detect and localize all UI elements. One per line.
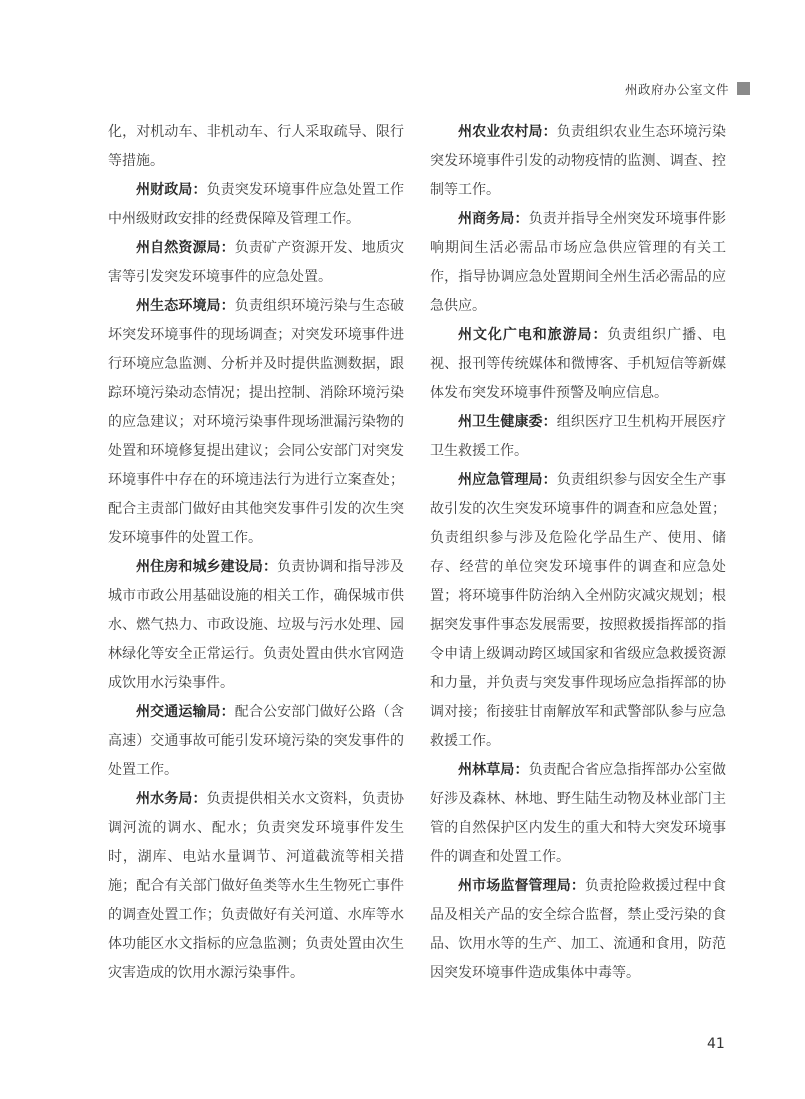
department-name: 州林草局： xyxy=(458,762,529,778)
paragraph xyxy=(108,698,404,785)
department-name: 州财政局： xyxy=(136,182,207,198)
paragraph-text: 负责组织参与因安全生产事故引发的次生突发环境事件的调查和应急处置；负责组织参与涉及危险化学品生产、使用、储存、经营的单位突发环境事件的调查和应急处置；将环境事件防治纳入全州防灾减灾规划；根据突发事件事态发展需要，按照救援指挥部的指令申请上级调动跨区域国家和省级应急救援资源和力量，并负责与突发事件现场应急指挥部的协调对接；衔接驻甘南解放军和武警部队参与应急救援工作。 xyxy=(430,472,727,749)
paragraph xyxy=(430,321,726,408)
header-square-mark xyxy=(737,82,750,95)
department-name: 州商务局： xyxy=(458,211,529,227)
page-number: 41 xyxy=(707,1036,725,1052)
paragraph-text: 化，对机动车、非机动车、行人采取疏导、限行等措施。 xyxy=(108,124,404,169)
paragraph-text: 负责矿产资源开发、地质灾害等引发突发环境事件的应急处置。 xyxy=(108,240,405,285)
paragraph-text: 负责并指导全州突发环境事件影响期间生活必需品市场应急供应管理的有关工作，指导协调应急处置期间全州生活必需品的应急供应。 xyxy=(430,211,727,314)
paragraph xyxy=(430,205,726,321)
paragraph-text: 负责组织环境污染与生态破坏突发环境事件的现场调查；对突发环境事件进行环境应急监测、分析并及时提供监测数据，跟踪环境污染动态情况；提出控制、消除环境污染的应急建议；对环境污染事件现场泄漏污染物的处置和环境修复提出建议；会同公安部门对突发环境事件中存在的环境违法行为进行立案查处；配合主责部门做好由其他突发事件引发的次生突发环境事件的处置工作。 xyxy=(108,298,405,546)
paragraph xyxy=(430,466,726,756)
paragraph xyxy=(108,176,404,234)
paragraph-text: 负责组织农业生态环境污染突发环境事件引发的动物疫情的监测、调查、控制等工作。 xyxy=(430,124,727,198)
paragraph xyxy=(430,872,726,988)
department-name: 州文化广电和旅游局： xyxy=(458,327,608,343)
paragraph xyxy=(108,785,404,988)
paragraph xyxy=(430,118,726,205)
paragraph xyxy=(108,553,404,698)
paragraph-text: 负责突发环境事件应急处置工作中州级财政安排的经费保障及管理工作。 xyxy=(108,182,405,227)
department-name: 州卫生健康委： xyxy=(458,414,557,430)
paragraph-text: 负责配合省应急指挥部办公室做好涉及森林、林地、野生陆生动物及林业部门主管的自然保护区内发生的重大和特大突发环境事件的调查和处置工作。 xyxy=(430,762,727,865)
paragraph xyxy=(430,756,726,872)
department-name: 州应急管理局： xyxy=(458,472,557,488)
department-name: 州生态环境局： xyxy=(136,298,235,314)
right-column xyxy=(430,118,726,988)
paragraph-text: 负责抢险救援过程中食品及相关产品的安全综合监督，禁止受污染的食品、饮用水等的生产、加工、流通和食用，防范因突发环境事件造成集体中毒等。 xyxy=(430,878,726,981)
running-header: 州政府办公室文件 xyxy=(624,82,729,97)
department-name: 州水务局： xyxy=(136,791,207,807)
paragraph xyxy=(108,118,404,176)
department-name: 州市场监督管理局： xyxy=(458,878,585,894)
paragraph-text: 配合公安部门做好公路（含高速）交通事故可能引发环境污染的突发事件的处置工作。 xyxy=(108,704,405,778)
department-name: 州住房和城乡建设局： xyxy=(136,559,278,575)
department-name: 州交通运输局： xyxy=(136,704,235,720)
paragraph-text: 负责提供相关水文资料，负责协调河流的调水、配水；负责突发环境事件发生时，湖库、电站水量调节、河道截流等相关措施；配合有关部门做好鱼类等水生生物死亡事件的调查处置工作；负责做好有关河道、水库等水体功能区水文指标的应急监测；负责处置由次生灾害造成的饮用水源污染事件。 xyxy=(108,791,405,981)
paragraph-text: 负责协调和指导涉及城市市政公用基础设施的相关工作，确保城市供水、燃气热力、市政设施、垃圾与污水处理、园林绿化等安全正常运行。负责处置由供水官网造成饮用水污染事件。 xyxy=(108,559,405,691)
left-column xyxy=(108,118,404,988)
paragraph-text: 组织医疗卫生机构开展医疗卫生救援工作。 xyxy=(430,414,727,459)
department-name: 州自然资源局： xyxy=(136,240,235,256)
paragraph xyxy=(108,292,404,553)
paragraph-text: 负责组织广播、电视、报刊等传统媒体和微博客、手机短信等新媒体发布突发环境事件预警及响应信息。 xyxy=(430,327,727,401)
department-name: 州农业农村局： xyxy=(458,124,557,140)
paragraph xyxy=(430,408,726,466)
paragraph xyxy=(108,234,404,292)
